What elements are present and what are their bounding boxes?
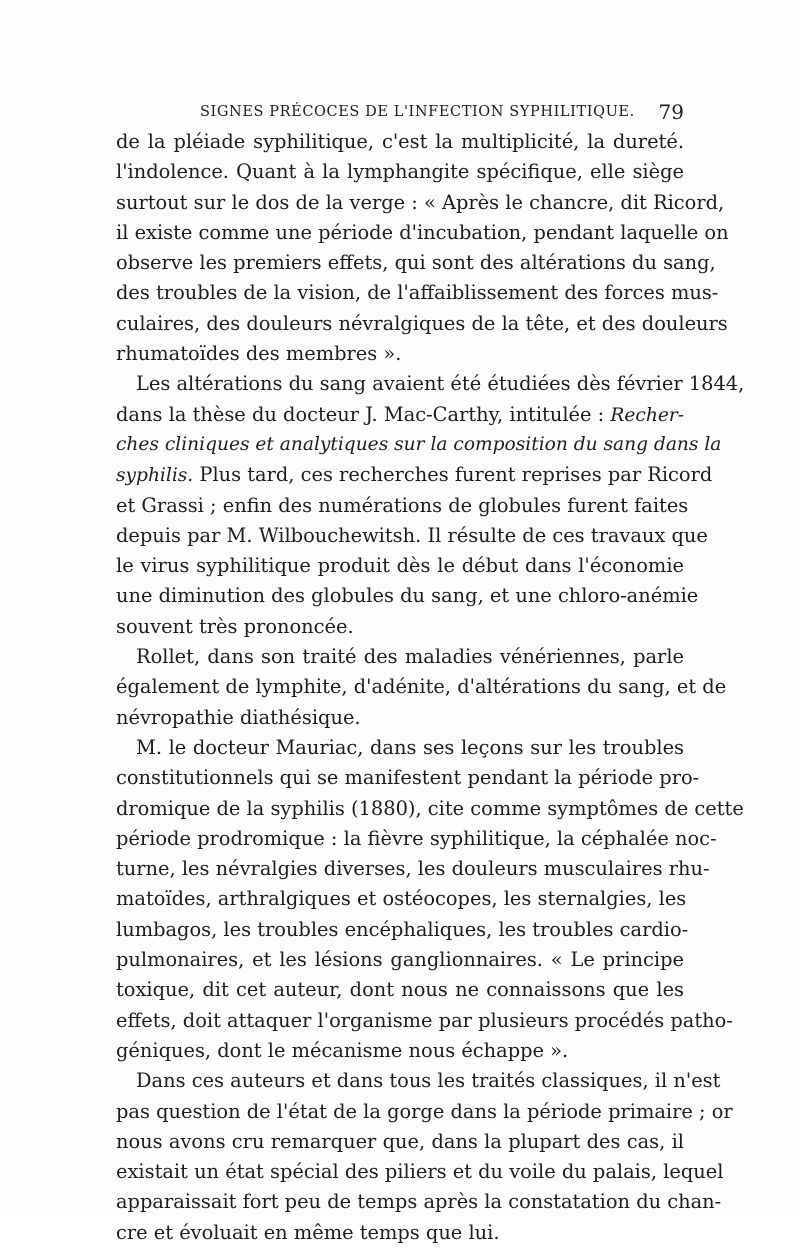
running-title: SIGNES PRÉCOCES DE L'INFECTION SYPHILITIQUE.: [200, 104, 635, 120]
text-line: une diminution des globules du sang, et une chloro-anémie: [116, 584, 699, 608]
text-line: apparaissait fort peu de temps après la constatation du chan-: [116, 1190, 722, 1214]
text-line: effets, doit attaquer l'organisme par plusieurs procédés patho-: [116, 1008, 733, 1032]
text-line-end: Plus tard, ces recherches furent reprises par Ricord: [199, 463, 713, 487]
text-line: [116, 400, 684, 430]
text-line: névropathie diathésique.: [116, 705, 361, 729]
thesis-title-end: syphilis.: [116, 465, 194, 487]
text-line-start: dans la thèse du docteur J. Mac-Carthy, intitulée :: [116, 402, 605, 426]
text-line: rhumatoïdes des membres ».: [116, 342, 402, 366]
running-head: [116, 100, 684, 124]
text-line: des troubles de la vision, de l'affaiblissement des forces mus-: [116, 281, 719, 305]
text-line: matoïdes, arthralgiques et ostéocopes, les sternalgies, les: [116, 887, 687, 911]
body-text: [116, 127, 745, 1248]
text-line: Les altérations du sang avaient été étudiées dès février 1844,: [136, 372, 745, 396]
text-line: surtout sur le dos de la verge : « Après le chancre, dit Ricord,: [116, 190, 725, 214]
thesis-title-start: Recher-: [610, 404, 684, 426]
text-line: pulmonaires, et les lésions ganglionnaires. « Le principe: [116, 948, 684, 972]
text-line: Rollet, dans son traité des maladies vénériennes, parle: [136, 645, 684, 669]
text-line: cre et évoluait en même temps que lui.: [116, 1220, 500, 1244]
text-line: M. le docteur Mauriac, dans ses leçons sur les troubles: [136, 735, 684, 759]
text-line: dromique de la syphilis (1880), cite comme symptômes de cette: [116, 796, 744, 820]
text-line: [116, 460, 713, 490]
text-line: géniques, dont le mécanisme nous échappe ».: [116, 1038, 569, 1062]
text-line: observe les premiers effets, qui sont des altérations du sang,: [116, 251, 716, 275]
text-line: le virus syphilitique produit dès le début dans l'économie: [116, 554, 684, 578]
text-line: souvent très prononcée.: [116, 614, 354, 638]
text-line: existait un état spécial des piliers et du voile du palais, lequel: [116, 1160, 724, 1184]
thesis-title-middle: ches cliniques et analytiques sur la composition du sang dans la: [116, 433, 722, 455]
paragraph-1: [116, 127, 729, 369]
paragraph-5: [116, 1066, 733, 1248]
text-line: toxique, dit cet auteur, dont nous ne connaissons que les: [116, 978, 684, 1002]
text-line: Dans ces auteurs et dans tous les traités classiques, il n'est: [136, 1069, 721, 1093]
paragraph-3: [116, 642, 727, 733]
text-line: l'indolence. Quant à la lymphangite spécifique, elle siège: [116, 160, 684, 184]
paragraph-2: [116, 369, 745, 642]
text-line: turne, les névralgies diverses, les douleurs musculaires rhu-: [116, 857, 710, 881]
text-line: période prodromique : la fièvre syphilitique, la céphalée noc-: [116, 826, 717, 850]
text-line: constitutionnels qui se manifestent pendant la période pro-: [116, 766, 700, 790]
text-line: de la pléiade syphilitique, c'est la multiplicité, la dureté.: [116, 130, 684, 153]
text-line: et Grassi ; enfin des numérations de globules furent faites: [116, 493, 689, 517]
text-line: lumbagos, les troubles encéphaliques, les troubles cardio-: [116, 917, 689, 941]
text-line: également de lymphite, d'adénite, d'altérations du sang, et de: [116, 675, 727, 699]
text-line: culaires, des douleurs névralgiques de la tête, et des douleurs: [116, 311, 728, 335]
page-number: 79: [658, 100, 684, 124]
text-line: pas question de l'état de la gorge dans la période primaire ; or: [116, 1099, 733, 1123]
paragraph-4: [116, 733, 744, 1066]
text-line: nous avons cru remarquer que, dans la plupart des cas, il: [116, 1129, 684, 1153]
text-line: depuis par M. Wilbouchewitsh. Il résulte de ces travaux que: [116, 523, 708, 547]
text-line: il existe comme une période d'incubation, pendant laquelle on: [116, 220, 729, 244]
